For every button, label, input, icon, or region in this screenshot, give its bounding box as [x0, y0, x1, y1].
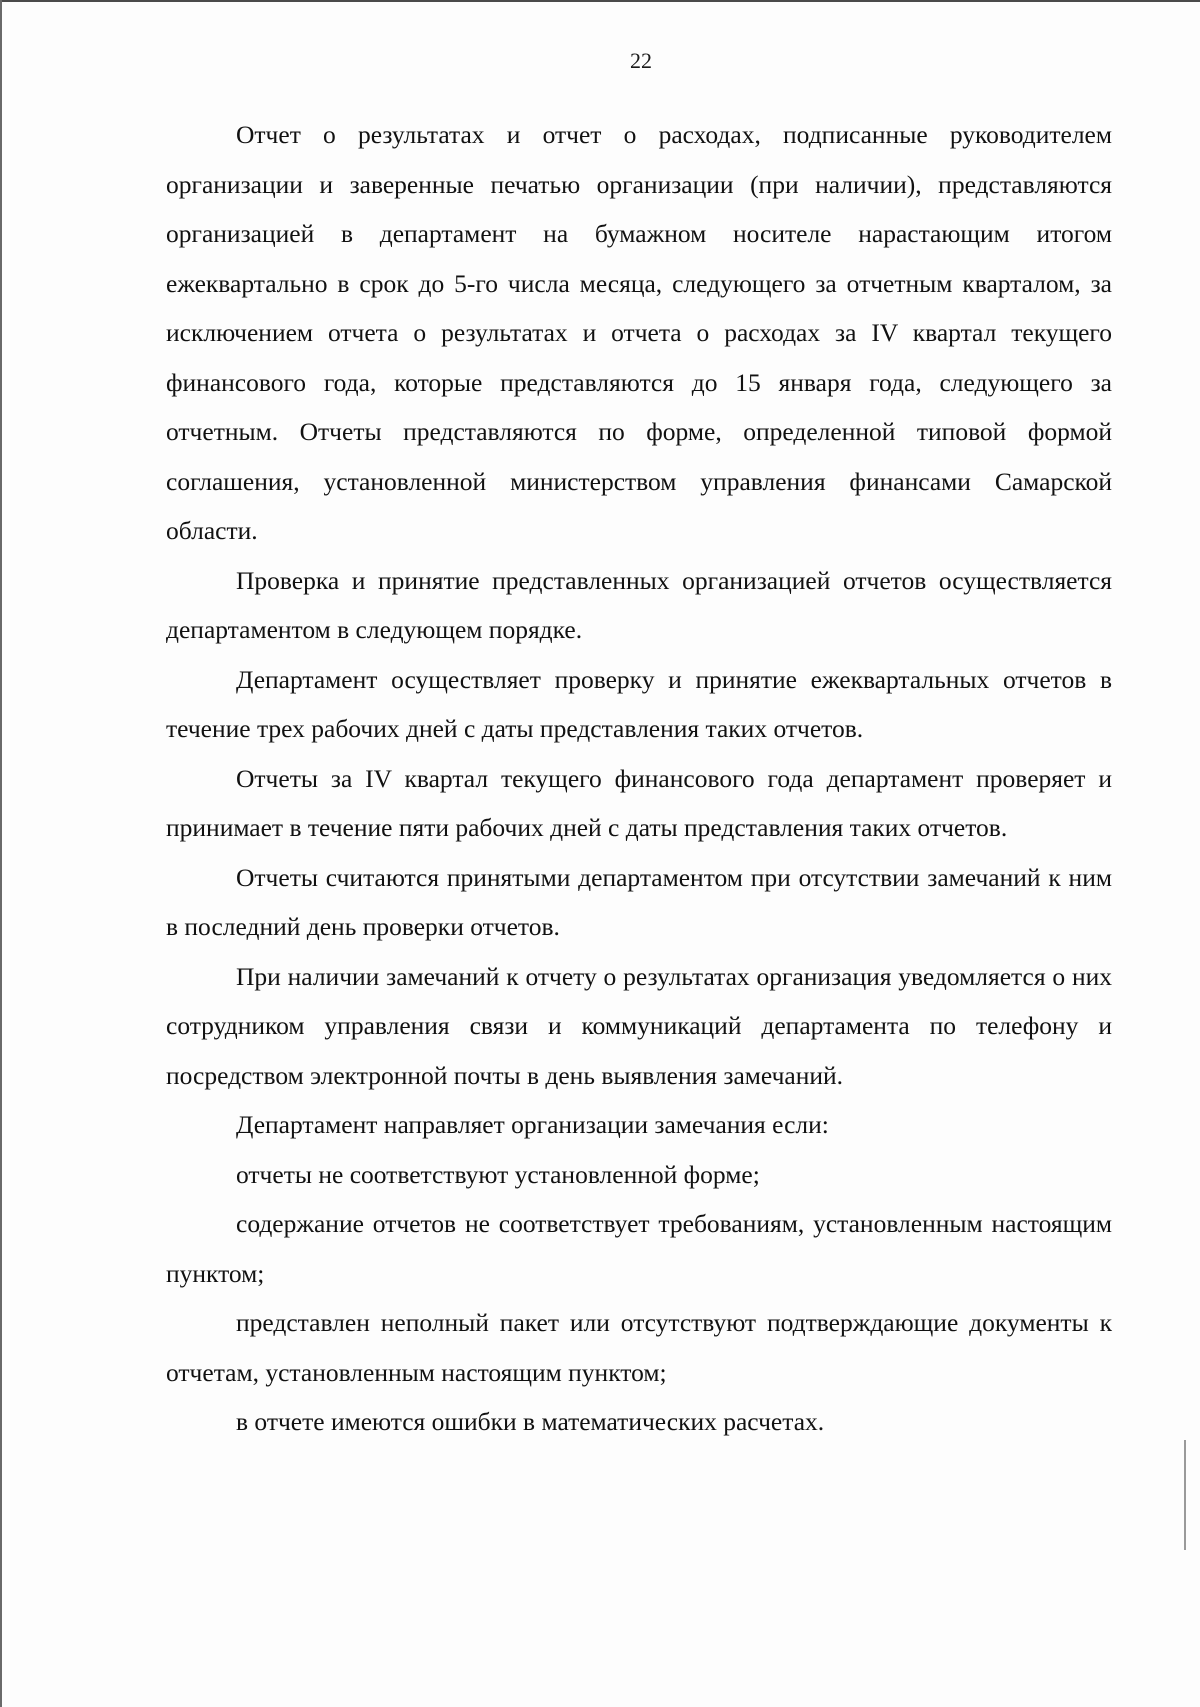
paragraph-remarks-conditions: Департамент направляет организации замечания если: — [236, 1110, 829, 1139]
list-item-incomplete-package: представлен неполный пакет или отсутствуют подтверждающие документы к отчетам, установленным настоящим пунктом; — [166, 1308, 1112, 1387]
scan-edge-right — [1184, 1440, 1186, 1550]
paragraph-remarks-notification: При наличии замечаний к отчету о результатах организация уведомляется о них сотрудником управления связи и коммуникаций департамента по телефону и посредством электронной почты в день выявления замечаний. — [166, 961, 1112, 1090]
paragraph-report-submission: Отчет о результатах и отчет о расходах, подписанные руководителем организации и заверенные печатью организации (при наличии), представляются организацией в департамент на бумажном носителе нарастающим итогом ежеквартально в срок до 5-го числа месяца, следующего за отчетным кварталом, за исключением отчета о результатах и отчета о расходах за IV квартал текущего финансового года, которые представляются до 15 января года, следующего за отчетным. Отчеты представляются по форме, определенной типовой формой соглашения, установленной министерством управления финансами Самарской области. — [166, 120, 1112, 545]
page-number: 22 — [630, 48, 652, 73]
document-body — [166, 110, 1112, 1447]
list-item-content-mismatch: содержание отчетов не соответствует требованиям, установленным настоящим пунктом; — [166, 1209, 1112, 1288]
list-item-form-mismatch: отчеты не соответствуют установленной форме; — [236, 1159, 760, 1189]
list-item-math-errors: в отчете имеются ошибки в математических расчетах. — [236, 1407, 825, 1436]
paragraph-verification-order: Проверка и принятие представленных организацией отчетов осуществляется департаментом в следующем порядке. — [166, 565, 1112, 644]
scan-edge-left — [0, 0, 2, 1707]
paragraph-q4-check: Отчеты за IV квартал текущего финансового года департамент проверяет и принимает в течение пяти рабочих дней с даты представления таких отчетов. — [166, 763, 1112, 842]
paragraph-accepted-reports: Отчеты считаются принятыми департаментом при отсутствии замечаний к ним в последний день проверки отчетов. — [166, 862, 1112, 941]
scan-edge-top — [0, 0, 1200, 2]
paragraph-quarterly-check: Департамент осуществляет проверку и принятие ежеквартальных отчетов в течение трех рабочих дней с даты представления таких отчетов. — [166, 664, 1112, 743]
